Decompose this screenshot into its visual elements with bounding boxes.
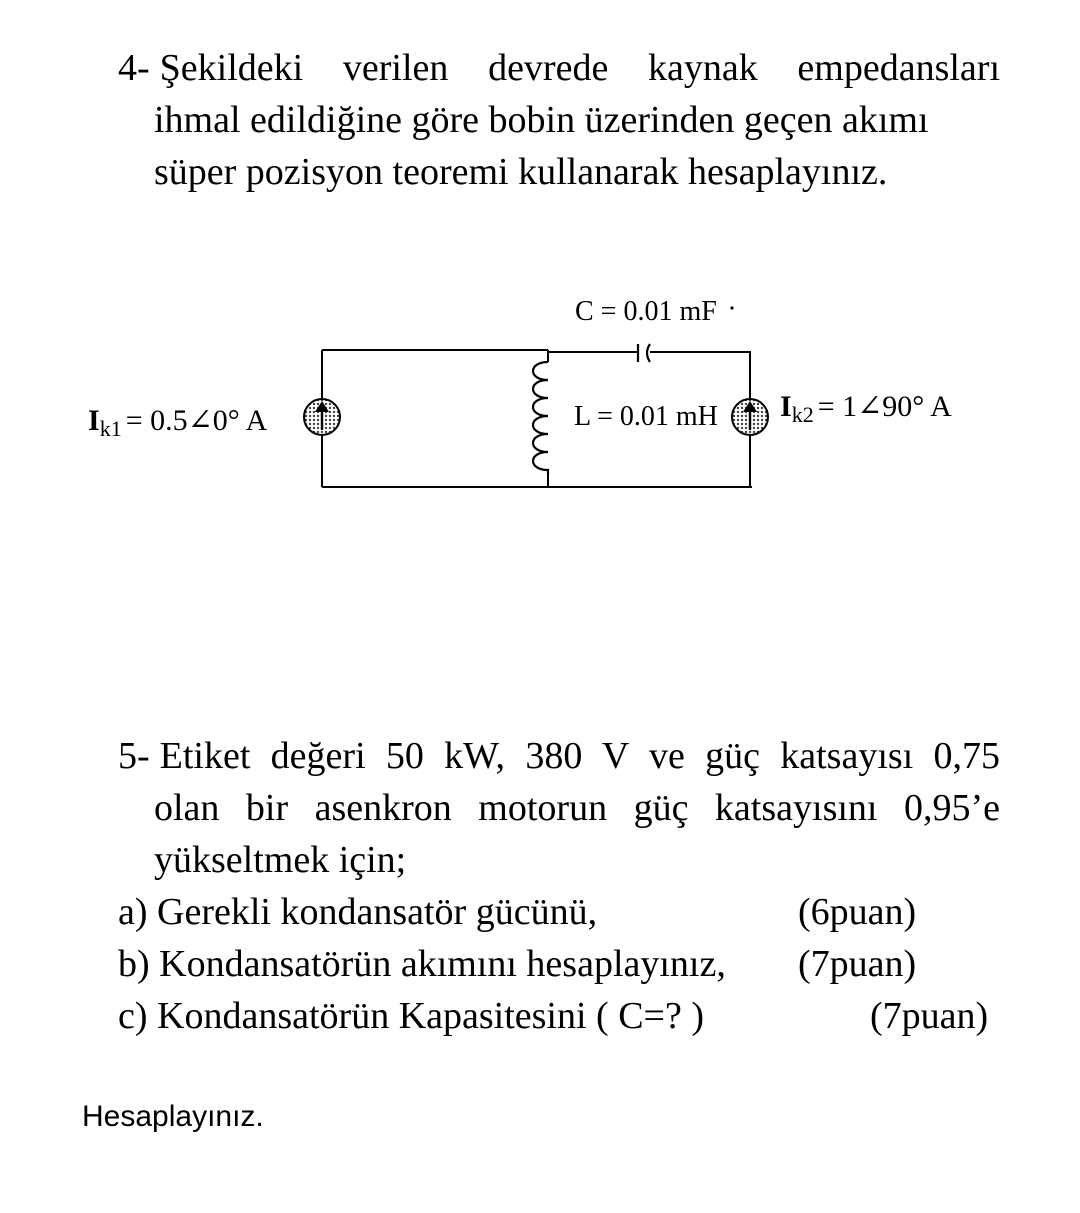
points-c: (7puan) [870,995,989,1037]
points-b: (7puan) [798,943,917,985]
source-1-label: $I_{k1}$ = 0.5∠0° A [88,404,268,441]
question-4-line-2: ihmal edildiğine göre bobin üzerinden geçen akımı [154,99,929,141]
circuit-diagram [0,270,1080,510]
capacitor [638,344,650,362]
footer-text: Hesaplayınız. [82,1100,264,1133]
question-5-item-b: b) Kondansatörün akımını hesaplayınız, (7puan) [118,938,1000,990]
question-4-line-1: 4- Şekildeki verilen devrede kaynak empedansları [118,47,1000,89]
question-5-line-1: 5- Etiket değeri 50 kW, 380 V ve güç katsayısı 0,75 [118,735,1000,777]
question-4-number: 4- [118,47,150,89]
capacitor-label: C = 0.01 mF [575,296,717,327]
question-5-item-c: c) Kondansatörün Kapasitesini ( C=? ) (7puan) [118,990,1000,1042]
inductor-label: L = 0.01 mH [574,401,718,432]
question-4 [118,42,1000,198]
inductor [533,362,548,474]
question-5-line-2: olan bir asenkron motorun güç katsayısını 0,95’e [154,787,1000,829]
current-source-1 [304,399,340,435]
question-5-line-3: yükseltmek için; [154,839,407,881]
question-5-item-a: a) Gerekli kondansatör gücünü, (6puan) [118,886,1000,938]
source-2-label: $I_{k2}$ = 1∠90° A [780,390,952,427]
current-source-2 [732,399,768,435]
question-4-line-3: süper pozisyon teoremi kullanarak hesaplayınız. [154,151,888,193]
points-a: (6puan) [798,891,917,933]
question-5 [118,730,1000,886]
question-5-number: 5- [118,735,150,777]
